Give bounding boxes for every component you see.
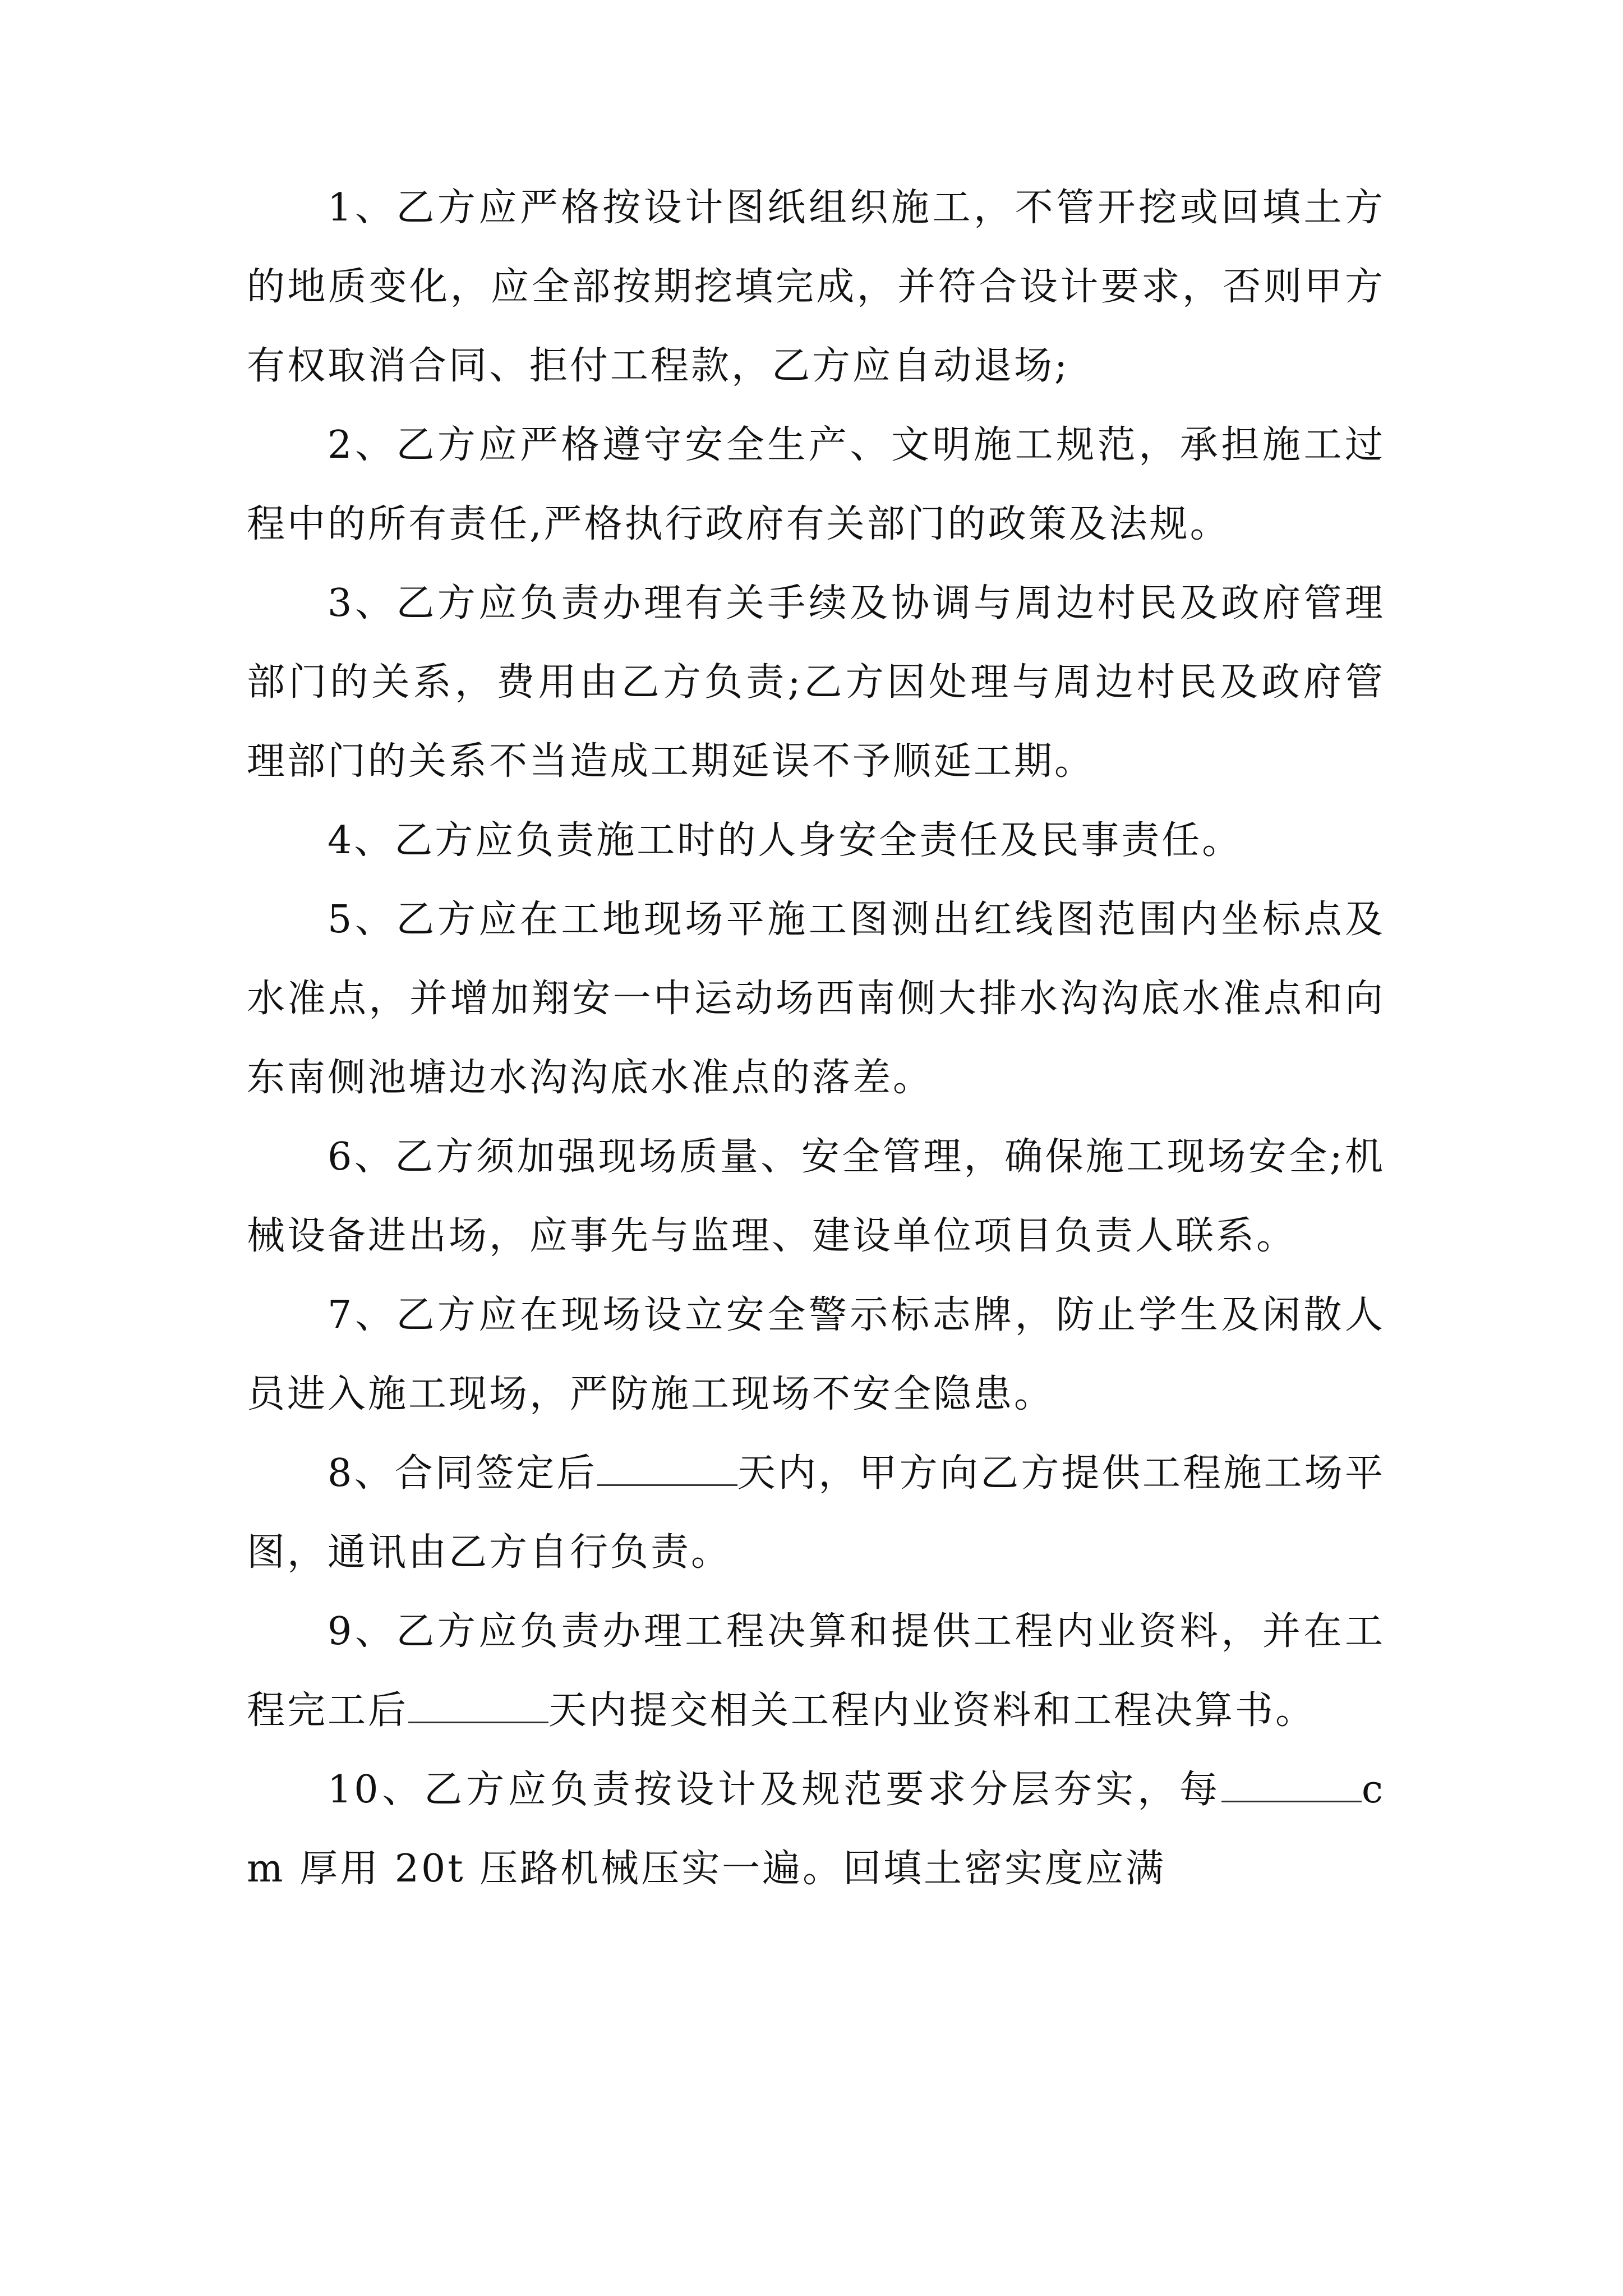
clause-8-text-after: 天内，甲方向乙方提供工程施工场平图，通讯由乙方自行负责。 [247, 1451, 1385, 1575]
clause-10-text-before: 10、乙方应负责按设计及规范要求分层夯实，每 [328, 1768, 1221, 1812]
clause-2: 2、乙方应严格遵守安全生产、文明施工规范，承担施工过程中的所有责任,严格执行政府有关部门的政策及法规。 [247, 423, 1385, 546]
clause-8 [247, 1434, 1385, 1592]
fill-in-blank-days [597, 1450, 737, 1486]
contract-clauses [247, 168, 1385, 1908]
clause-10 [247, 1750, 1385, 1908]
clause-5: 5、乙方应在工地现场平施工图测出红线图范围内坐标点及水准点，并增加翔安一中运动场西南侧大排水沟沟底水准点和向东南侧池塘边水沟沟底水准点的落差。 [247, 898, 1385, 1100]
clause-4: 4、乙方应负责施工时的人身安全责任及民事责任。 [328, 818, 1243, 863]
fill-in-blank-thickness [1221, 1766, 1362, 1802]
clause-1: 1、乙方应严格按设计图纸组织施工，不管开挖或回填土方的地质变化，应全部按期挖填完成，并符合设计要求，否则甲方有权取消合同、拒付工程款，乙方应自动退场; [247, 186, 1385, 388]
clause-7: 7、乙方应在现场设立安全警示标志牌，防止学生及闲散人员进入施工现场，严防施工现场不安全隐患。 [247, 1293, 1385, 1416]
clause-9-text-after: 天内提交相关工程内业资料和工程决算书。 [548, 1688, 1316, 1733]
clause-9-text-before: 9、乙方应负责办理工程决算和提供工程内业资料，并在工程完工后 [247, 1609, 1385, 1733]
clause-10-text-after: cm 厚用 20t 压路机械压实一遍。回填土密实度应满 [247, 1768, 1385, 1891]
clause-6: 6、乙方须加强现场质量、安全管理，确保施工现场安全;机械设备进出场，应事先与监理、建设单位项目负责人联系。 [247, 1135, 1385, 1258]
clause-9 [247, 1592, 1385, 1750]
fill-in-blank-days [408, 1687, 548, 1723]
clause-8-text-before: 8、合同签定后 [328, 1451, 597, 1496]
clause-3: 3、乙方应负责办理有关手续及协调与周边村民及政府管理部门的关系，费用由乙方负责;乙方因处理与周边村民及政府管理部门的关系不当造成工期延误不予顺延工期。 [247, 581, 1385, 784]
